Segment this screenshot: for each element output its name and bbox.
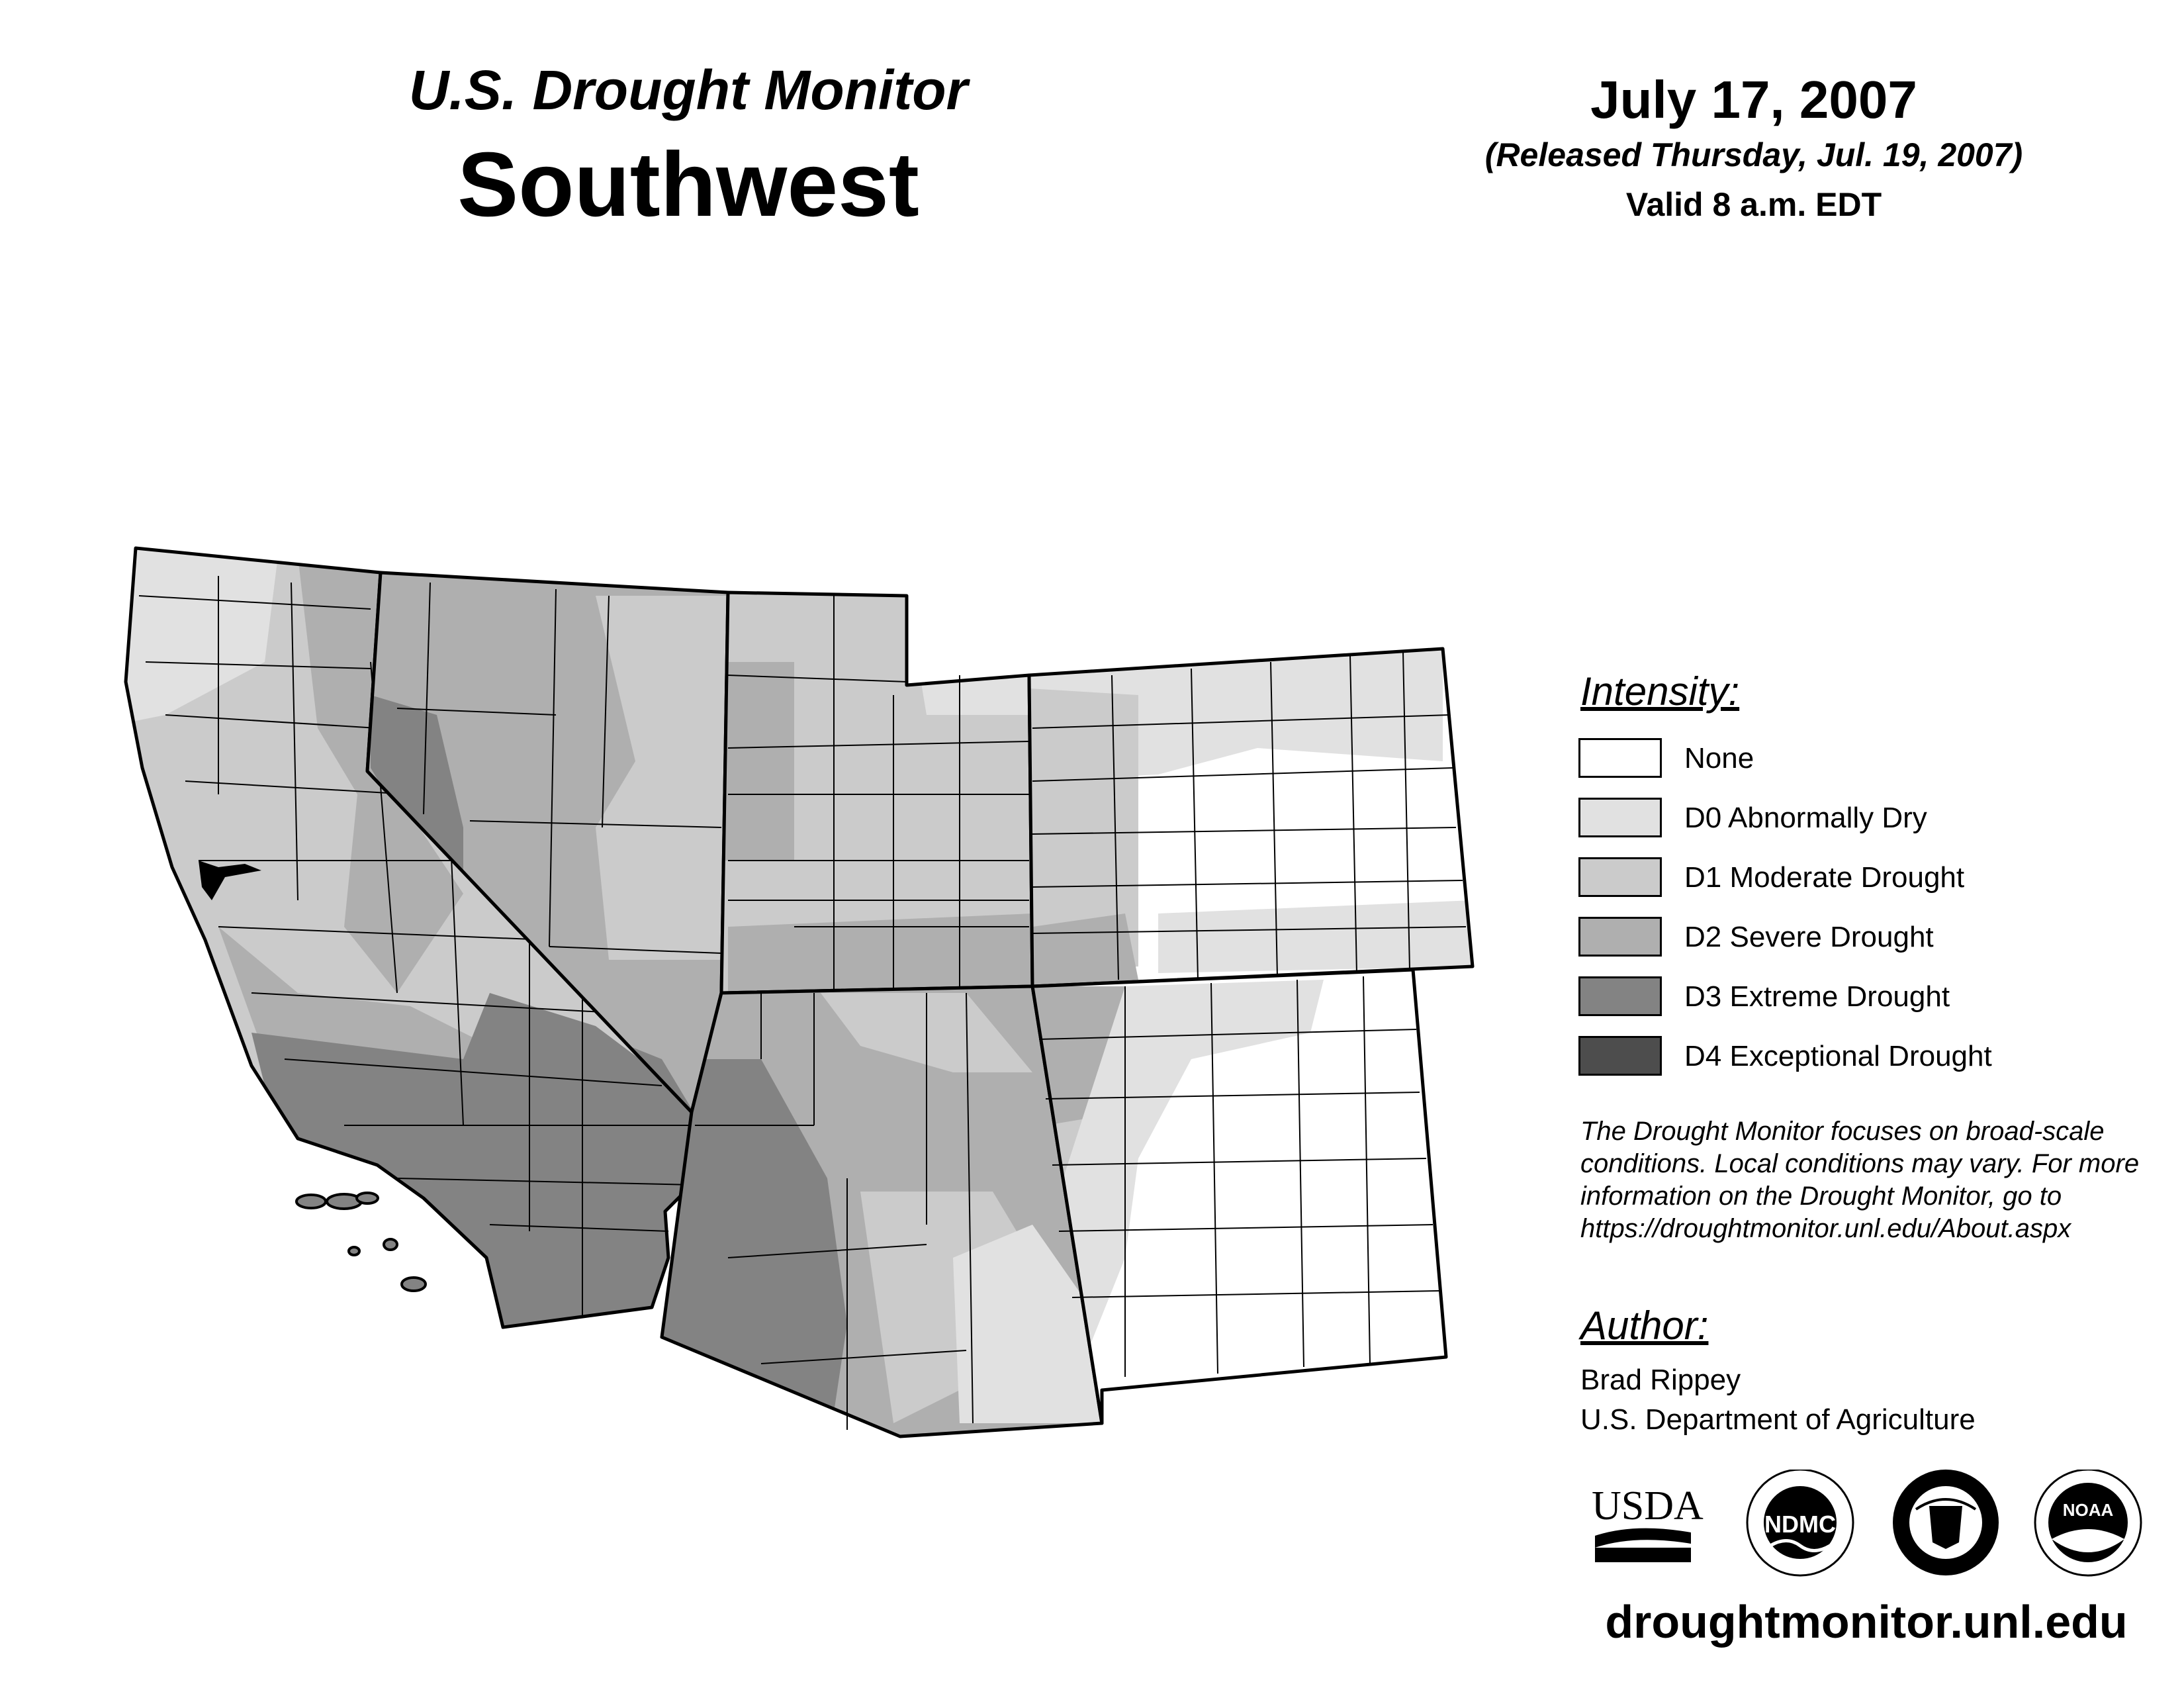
map-date: July 17, 2007 [1590, 70, 1917, 129]
valid-time: Valid 8 a.m. EDT [1625, 186, 1882, 223]
state-colorado [1029, 649, 1473, 986]
legend-swatch-none [1578, 738, 1662, 778]
state-arizona [662, 986, 1102, 1456]
author-name: Brad Rippey [1580, 1364, 1741, 1396]
legend-item-none [1578, 738, 2108, 791]
channel-islands [296, 1193, 426, 1291]
release-date: (Released Thursday, Jul. 19, 2007) [1484, 136, 2023, 173]
region-title: Southwest [457, 134, 919, 236]
legend-item-d0 [1578, 798, 2108, 851]
d2-area-west-utah [721, 662, 794, 861]
legend-label-d0: D0 Abnormally Dry [1684, 802, 1927, 834]
legend-item-d2 [1578, 917, 2108, 970]
agency-logos [1575, 1470, 2171, 1602]
author-heading: Author: [1580, 1303, 1709, 1348]
legend-heading: Intensity: [1580, 669, 1740, 714]
d2-area-south-utah [728, 914, 1032, 993]
legend-swatch-d4 [1578, 1036, 1662, 1076]
ndmc-logo [1747, 1470, 1853, 1575]
disclaimer-text: The Drought Monitor focuses on broad-scale conditions. Local conditions may vary. For more information on the Drought Monitor, go to https://droughtmonitor.unl.edu/About.aspx [1580, 1117, 2140, 1243]
commerce-seal-logo [1893, 1470, 1999, 1575]
legend-item-d1 [1578, 857, 2108, 910]
svg-text:NOAA: NOAA [2062, 1500, 2114, 1520]
author-organization: U.S. Department of Agriculture [1580, 1403, 1976, 1436]
legend-item-d3 [1578, 976, 2108, 1029]
legend-swatch-d3 [1578, 976, 1662, 1016]
noaa-logo [2035, 1470, 2141, 1575]
legend-swatch-d0 [1578, 798, 1662, 837]
usda-logo [1592, 1483, 1704, 1562]
website-url: droughtmonitor.unl.edu [1605, 1596, 2128, 1648]
legend-label-d4: D4 Exceptional Drought [1684, 1040, 1992, 1072]
legend-swatch-d1 [1578, 857, 1662, 897]
legend-item-d4 [1578, 1036, 2108, 1089]
legend-label-d2: D2 Severe Drought [1684, 921, 1934, 953]
state-utah [721, 592, 1032, 993]
map-title: U.S. Drought Monitor [408, 59, 968, 121]
state-new-mexico [1032, 970, 1446, 1423]
legend-swatch-d2 [1578, 917, 1662, 957]
svg-text:NDMC: NDMC [1764, 1511, 1836, 1538]
legend-label-d1: D1 Moderate Drought [1684, 861, 1965, 894]
svg-text:USDA: USDA [1592, 1483, 1704, 1528]
d0-area-northeast-utah [907, 596, 1032, 715]
legend-label-none: None [1684, 742, 1754, 774]
legend-label-d3: D3 Extreme Drought [1684, 980, 1950, 1013]
